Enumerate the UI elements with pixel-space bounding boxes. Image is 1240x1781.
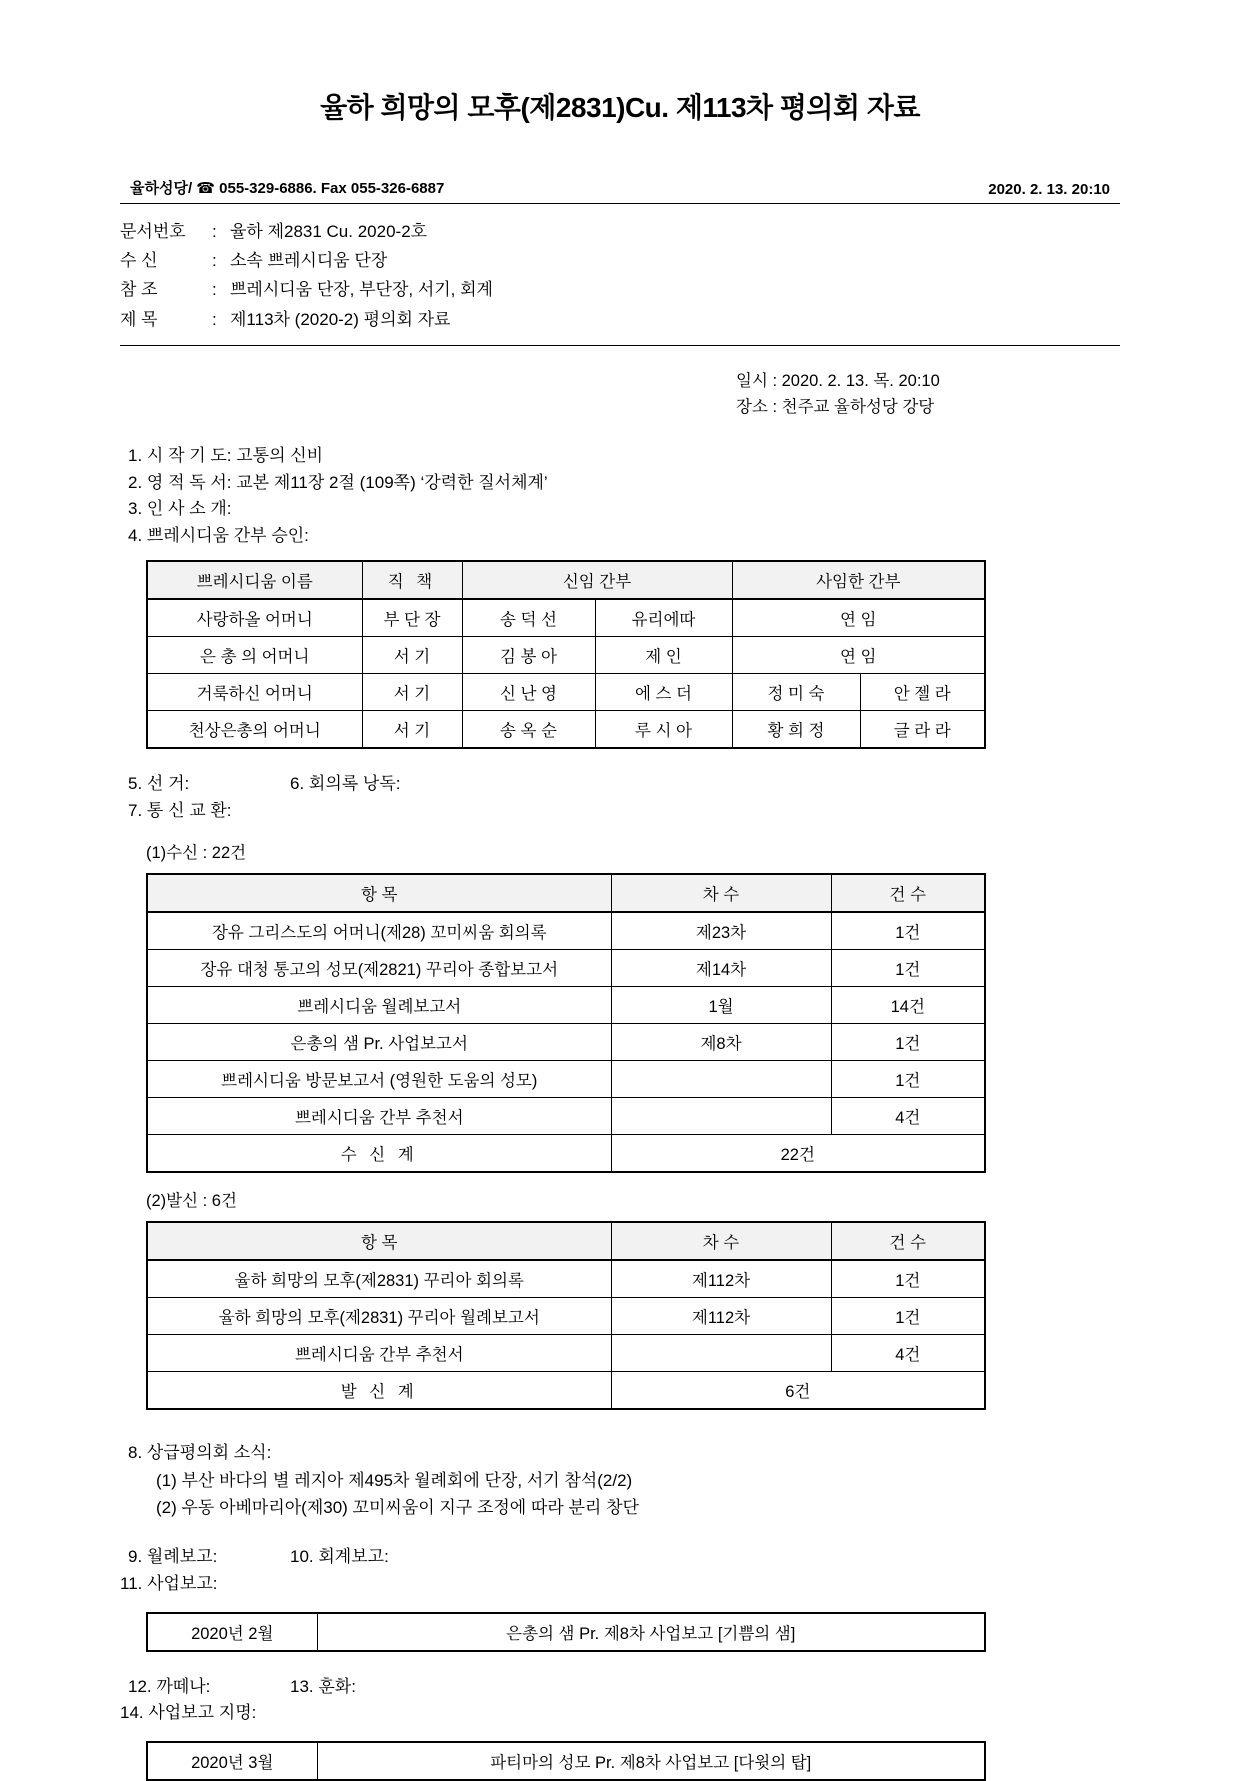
receive-header-count: 건 수 — [831, 874, 985, 912]
agenda-number-8: 8. — [128, 1442, 143, 1462]
receive-order: 1월 — [611, 986, 831, 1023]
officers-header-new: 신임 간부 — [462, 561, 732, 599]
receive-count: 1건 — [831, 1060, 985, 1097]
agenda-label-13: 훈화: — [318, 1676, 356, 1696]
agenda-number-9: 9. — [128, 1546, 143, 1566]
agenda-label-12: 까떼나: — [156, 1676, 211, 1696]
agenda-number-13: 13. — [290, 1676, 314, 1696]
agenda-label-9: 월례보고: — [146, 1546, 218, 1566]
table-row — [147, 912, 985, 950]
officer-new-title: 루 시 아 — [595, 711, 732, 749]
send-item: 율하 희망의 모후(제2831) 꾸리아 회의록 — [147, 1260, 611, 1298]
officer-name: 거룩하신 어머니 — [147, 674, 362, 711]
officer-role: 부 단 장 — [362, 599, 462, 637]
agenda-label-11: 사업보고: — [147, 1573, 218, 1593]
receive-order: 제23차 — [611, 912, 831, 950]
officers-header-resigned: 사임한 간부 — [732, 561, 985, 599]
officer-resigned-name: 정 미 숙 — [732, 674, 860, 711]
officer-new-title: 제 인 — [595, 637, 732, 674]
officer-name: 사랑하올 어머니 — [147, 599, 362, 637]
agenda-item-13 — [290, 1674, 356, 1701]
agenda-item-8 — [120, 1440, 1120, 1467]
send-order: 제112차 — [611, 1297, 831, 1334]
schedule-datetime: 일시 : 2020. 2. 13. 목. 20:10 — [736, 371, 940, 390]
report-table — [146, 1612, 986, 1652]
agenda-item-3 — [120, 496, 1120, 523]
agenda-row-9-10 — [120, 1544, 1120, 1571]
send-header-count: 건 수 — [831, 1222, 985, 1260]
send-header-item: 항 목 — [147, 1222, 611, 1260]
receive-order — [611, 1097, 831, 1134]
agenda-number-1: 1. — [128, 445, 143, 465]
officer-name: 은 총 의 어머니 — [147, 637, 362, 674]
receive-table — [146, 873, 986, 1173]
send-item: 율하 희망의 모후(제2831) 꾸리아 월례보고서 — [147, 1297, 611, 1334]
table-row — [147, 637, 985, 674]
agenda-label-6: 회의록 낭독: — [308, 774, 401, 794]
agenda-item-5 — [128, 771, 290, 798]
table-row — [147, 1334, 985, 1371]
table-row — [147, 1297, 985, 1334]
table-row — [147, 949, 985, 986]
receive-item: 쁘레시디움 방문보고서 (영원한 도움의 성모) — [147, 1060, 611, 1097]
document-meta — [120, 217, 1120, 334]
agenda-row-12-13 — [120, 1674, 1120, 1701]
receive-count: 1건 — [831, 949, 985, 986]
agenda-item-6 — [290, 771, 400, 798]
assignment-content: 파티마의 성모 Pr. 제8차 사업보고 [다윗의 탑] — [317, 1742, 985, 1780]
officers-table — [146, 560, 986, 749]
send-total-row — [147, 1371, 985, 1409]
agenda-label-1: 시 작 기 도: — [146, 445, 232, 465]
meta-divider — [120, 345, 1120, 346]
agenda-number-12: 12. — [128, 1676, 152, 1696]
receive-total-value: 22건 — [611, 1134, 985, 1172]
receive-order: 제14차 — [611, 949, 831, 986]
officer-resigned-name: 황 희 정 — [732, 711, 860, 749]
letterhead — [120, 177, 1120, 201]
agenda-number-2: 2. — [128, 472, 143, 492]
agenda-item-14 — [120, 1700, 1120, 1727]
receive-header-item: 항 목 — [147, 874, 611, 912]
officer-new-name: 송 옥 순 — [462, 711, 595, 749]
meta-value-subject: 제113차 (2020-2) 평의회 자료 — [230, 309, 451, 329]
send-order — [611, 1334, 831, 1371]
agenda-list-9-11 — [120, 1544, 1120, 1598]
officers-table-header-row — [147, 561, 985, 599]
send-count: 1건 — [831, 1260, 985, 1298]
officers-header-role: 직 책 — [362, 561, 462, 599]
send-total-label: 발 신 계 — [147, 1371, 611, 1409]
agenda-label-7: 통 신 교 환: — [146, 801, 232, 821]
send-order: 제112차 — [611, 1260, 831, 1298]
receive-total-label: 수 신 계 — [147, 1134, 611, 1172]
receive-item: 쁘레시디움 간부 추천서 — [147, 1097, 611, 1134]
agenda-item-2 — [120, 470, 1120, 497]
table-row — [147, 1023, 985, 1060]
receive-label: (1)수신 : 22건 — [146, 843, 247, 862]
agenda-list-mid — [120, 771, 1120, 825]
assignment-table — [146, 1741, 986, 1781]
table-row — [147, 1097, 985, 1134]
agenda-value-2: 교본 제11장 2절 (109쪽) ‘강력한 질서체계’ — [236, 472, 548, 492]
meta-label-docnumber: 문서번호 — [120, 222, 186, 241]
meta-row-cc — [120, 275, 1120, 304]
agenda-list-lower — [120, 1440, 1120, 1522]
meta-value-cc: 쁘레시디움 단장, 부단장, 서기, 회계 — [230, 280, 493, 300]
agenda-label-2: 영 적 독 서: — [146, 472, 232, 492]
send-table — [146, 1221, 986, 1410]
header-divider — [120, 203, 1120, 204]
agenda-number-10: 10. — [290, 1546, 314, 1566]
letterhead-timestamp: 2020. 2. 13. 20:10 — [988, 181, 1110, 198]
officer-new-name: 송 덕 선 — [462, 599, 595, 637]
agenda-list — [120, 443, 1120, 550]
receive-header-order: 차 수 — [611, 874, 831, 912]
meta-sep: : — [212, 280, 217, 300]
table-row — [147, 1613, 985, 1651]
agenda-item-4 — [120, 523, 1120, 550]
send-label: (2)발신 : 6건 — [146, 1191, 237, 1210]
meta-sep: : — [212, 309, 217, 329]
table-row — [147, 1260, 985, 1298]
page-title: 율하 희망의 모후(제2831)Cu. 제113차 평의회 자료 — [320, 92, 920, 123]
send-count: 4건 — [831, 1334, 985, 1371]
officer-role: 서 기 — [362, 674, 462, 711]
receive-order: 제8차 — [611, 1023, 831, 1060]
agenda-number-14: 14. — [120, 1703, 144, 1723]
meta-sep: : — [212, 222, 217, 241]
officer-new-name: 김 봉 아 — [462, 637, 595, 674]
agenda-number-6: 6. — [290, 774, 305, 794]
meta-row-recipient — [120, 246, 1120, 275]
officer-role: 서 기 — [362, 637, 462, 674]
agenda-item-10 — [290, 1544, 389, 1571]
agenda-list-12-14 — [120, 1674, 1120, 1728]
send-header-order: 차 수 — [611, 1222, 831, 1260]
receive-item: 쁘레시디움 월례보고서 — [147, 986, 611, 1023]
officer-name: 천상은총의 어머니 — [147, 711, 362, 749]
agenda-value-1: 고통의 신비 — [236, 445, 324, 465]
agenda-number-4: 4. — [128, 526, 143, 546]
agenda-item-12 — [128, 1674, 290, 1701]
officer-new-title: 유리에따 — [595, 599, 732, 637]
meta-label-cc: 참 조 — [120, 280, 158, 300]
officer-new-title: 에 스 더 — [595, 674, 732, 711]
assignment-month: 2020년 3월 — [147, 1742, 317, 1780]
report-content: 은총의 샘 Pr. 제8차 사업보고 [기쁨의 샘] — [317, 1613, 985, 1651]
meta-label-recipient: 수 신 — [120, 251, 158, 271]
agenda-label-5: 선 거: — [146, 774, 190, 794]
agenda-number-5: 5. — [128, 774, 143, 794]
meta-sep: : — [212, 251, 217, 271]
officers-header-name: 쁘레시디움 이름 — [147, 561, 362, 599]
send-item: 쁘레시디움 간부 추천서 — [147, 1334, 611, 1371]
report-month: 2020년 2월 — [147, 1613, 317, 1651]
agenda-item-8-sub-1: (1) 부산 바다의 별 레지아 제495차 월례회에 단장, 서기 참석(2/2) — [156, 1470, 633, 1490]
officer-role: 서 기 — [362, 711, 462, 749]
agenda-label-14: 사업보고 지명: — [148, 1703, 257, 1723]
schedule-place: 장소 : 천주교 율하성당 강당 — [736, 398, 935, 417]
meta-value-docnumber: 율하 제2831 Cu. 2020-2호 — [230, 222, 428, 241]
table-row — [147, 1742, 985, 1780]
agenda-number-11: 11. — [120, 1573, 143, 1593]
agenda-label-4: 쁘레시디움 간부 승인: — [146, 526, 309, 546]
meta-row-subject — [120, 305, 1120, 334]
receive-item: 은총의 샘 Pr. 사업보고서 — [147, 1023, 611, 1060]
receive-order — [611, 1060, 831, 1097]
agenda-item-1 — [120, 443, 1120, 470]
send-table-header-row — [147, 1222, 985, 1260]
receive-table-header-row — [147, 874, 985, 912]
receive-count: 4건 — [831, 1097, 985, 1134]
agenda-label-10: 회계보고: — [318, 1546, 389, 1566]
agenda-number-3: 3. — [128, 499, 143, 519]
agenda-row-5-6 — [120, 771, 1120, 798]
table-row — [147, 599, 985, 637]
officer-resigned-title: 글 라 라 — [860, 711, 985, 749]
officer-resigned-title: 안 젤 라 — [860, 674, 985, 711]
receive-item: 장유 대청 통고의 성모(제2821) 꾸리아 종합보고서 — [147, 949, 611, 986]
receive-count: 1건 — [831, 912, 985, 950]
agenda-item-9 — [128, 1544, 290, 1571]
agenda-label-8: 상급평의회 소식: — [146, 1442, 272, 1462]
meta-row-docnumber — [120, 217, 1120, 246]
agenda-item-7 — [120, 798, 1120, 825]
meta-value-recipient: 소속 쁘레시디움 단장 — [230, 251, 388, 271]
agenda-number-7: 7. — [128, 801, 143, 821]
letterhead-contact: 율하성당/ ☎ 055-329-6886. Fax 055-326-6887 — [130, 180, 445, 197]
table-row — [147, 1060, 985, 1097]
officer-new-name: 신 난 영 — [462, 674, 595, 711]
receive-total-row — [147, 1134, 985, 1172]
agenda-label-3: 인 사 소 개: — [146, 499, 232, 519]
send-count: 1건 — [831, 1297, 985, 1334]
receive-count: 1건 — [831, 1023, 985, 1060]
send-total-value: 6건 — [611, 1371, 985, 1409]
receive-count: 14건 — [831, 986, 985, 1023]
table-row — [147, 986, 985, 1023]
receive-item: 장유 그리스도의 어머니(제28) 꼬미씨움 회의록 — [147, 912, 611, 950]
schedule-block — [120, 368, 1120, 421]
agenda-item-8-sub-2: (2) 우동 아베마리아(제30) 꼬미씨움이 지구 조정에 따라 분리 창단 — [156, 1498, 639, 1518]
agenda-item-11 — [120, 1571, 1120, 1598]
officer-resigned-name: 연 임 — [732, 599, 985, 637]
table-row — [147, 674, 985, 711]
meta-label-subject: 제 목 — [120, 309, 158, 329]
table-row — [147, 711, 985, 749]
officer-resigned-name: 연 임 — [732, 637, 985, 674]
